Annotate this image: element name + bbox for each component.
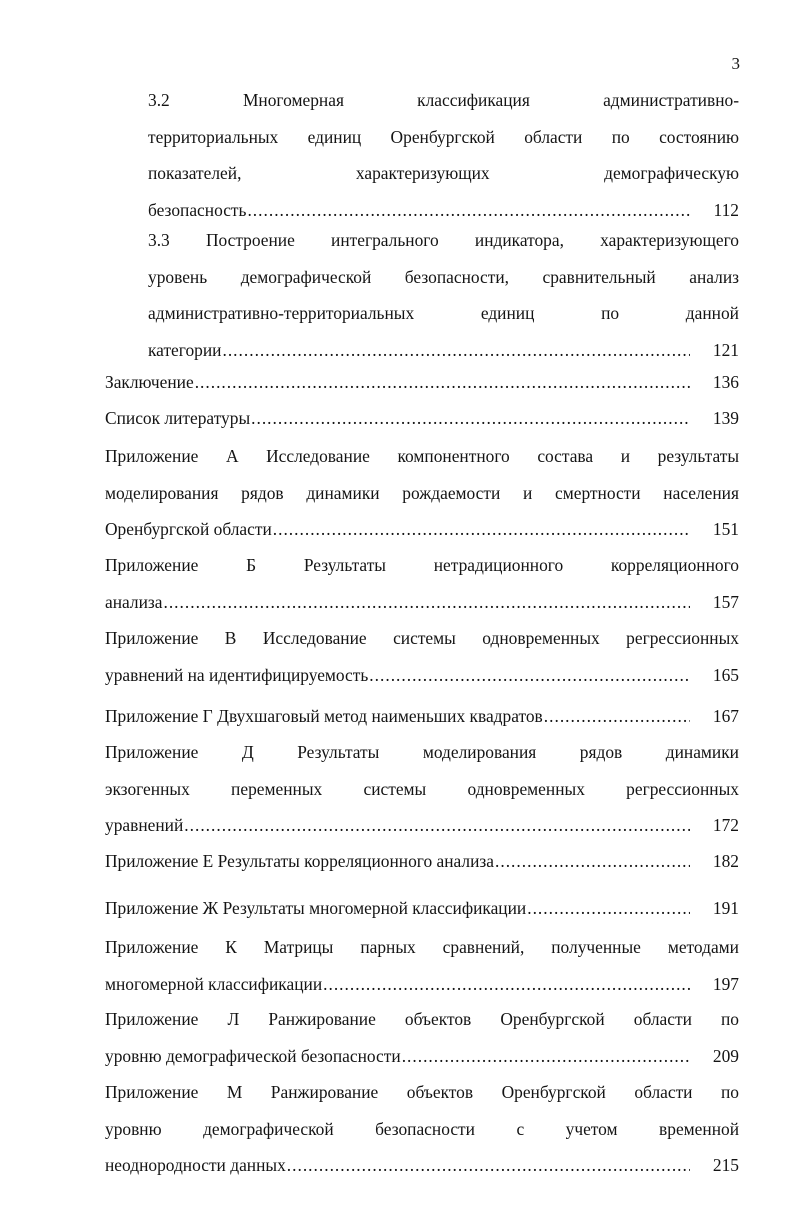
- toc-last-line: [105, 657, 739, 694]
- toc-last-line: [105, 400, 739, 437]
- toc-page-number: 167: [712, 706, 739, 726]
- toc-last-line: [105, 807, 739, 844]
- toc-last-line: [105, 1038, 739, 1075]
- toc-line: уровню демографической безопасности с учетом временной: [105, 1118, 739, 1139]
- toc-line: 3.3 Построение интегрального индикатора, характеризующего: [148, 230, 739, 250]
- toc-line: Приложение К Матрицы парных сравнений, полученные методами: [105, 937, 739, 957]
- leader-dots: [195, 364, 690, 401]
- toc-line: Приложение Б Результаты нетрадиционного корреляционного: [105, 555, 739, 575]
- toc-page-number: 139: [712, 408, 739, 428]
- toc-last-line: [148, 332, 739, 369]
- toc-page-number: 215: [712, 1155, 739, 1175]
- page-number: 3: [731, 54, 740, 73]
- toc-line: экзогенных переменных системы одновременных регрессионных: [105, 778, 739, 799]
- toc-last-line: [105, 511, 739, 548]
- toc-entry: [105, 438, 739, 548]
- toc-line: моделирования рядов динамики рождаемости и смертности населения: [105, 482, 739, 503]
- toc-line: Приложение Д Результаты моделирования рядов динамики: [105, 742, 739, 762]
- toc-line: административно-территориальных единиц по данной: [148, 303, 739, 323]
- leader-dots: [251, 400, 690, 437]
- toc-entry: [105, 890, 739, 927]
- toc-page-number: 197: [712, 973, 739, 994]
- toc-last-line: [105, 890, 739, 927]
- toc-page-number: 151: [712, 519, 739, 539]
- leader-dots: [287, 1147, 690, 1184]
- toc-page-number: 165: [712, 664, 739, 685]
- toc-page-number: 191: [712, 898, 739, 918]
- toc-line: уровень демографической безопасности, сравнительный анализ: [148, 266, 739, 287]
- toc-entry: [105, 1074, 739, 1184]
- toc-line: 3.2 Многомерная классификация административно-: [148, 90, 739, 110]
- leader-dots: [402, 1038, 690, 1075]
- toc-page-number: 157: [712, 591, 739, 612]
- toc-entry: [148, 82, 739, 228]
- toc-entry: [105, 843, 739, 880]
- toc-entry: [148, 222, 739, 368]
- toc-title: Приложение Г Двухшаговый метод наименьших квадратов: [105, 706, 543, 726]
- toc-title: анализа: [105, 591, 163, 612]
- toc-title: многомерной классификации: [105, 973, 323, 994]
- toc-entry: [105, 364, 739, 401]
- toc-entry: [105, 698, 739, 735]
- toc-page-number: 136: [712, 372, 739, 392]
- leader-dots: [222, 332, 690, 369]
- toc-page-number: 121: [712, 339, 739, 360]
- toc-page-number: 209: [712, 1045, 739, 1066]
- toc-line: Приложение В Исследование системы одновременных регрессионных: [105, 628, 739, 648]
- leader-dots: [369, 657, 690, 694]
- toc-entry: [105, 929, 739, 1002]
- toc-line: Приложение М Ранжирование объектов Оренбургской области по: [105, 1082, 739, 1102]
- toc-line: Приложение А Исследование компонентного состава и результаты: [105, 446, 739, 466]
- toc-entry: [105, 620, 739, 693]
- toc-last-line: [105, 1147, 739, 1184]
- toc-title: Оренбургской области: [105, 519, 272, 539]
- toc-entry: [105, 400, 739, 437]
- toc-title: Заключение: [105, 372, 194, 392]
- leader-dots: [544, 698, 690, 735]
- toc-entry: [105, 734, 739, 844]
- toc-title: уравнений: [105, 815, 184, 835]
- leader-dots: [273, 511, 690, 548]
- toc-page-number: 112: [713, 199, 739, 220]
- toc-last-line: [105, 698, 739, 735]
- toc-title: уравнений на идентифицируемость: [105, 664, 369, 685]
- toc-page-number: 172: [712, 815, 739, 835]
- leader-dots: [323, 966, 690, 1003]
- toc-title: Приложение Ж Результаты многомерной классификации: [105, 898, 527, 918]
- leader-dots: [163, 584, 690, 621]
- toc-entry: [105, 547, 739, 620]
- toc-title: Список литературы: [105, 408, 251, 428]
- leader-dots: [495, 843, 690, 880]
- toc-line: показателей, характеризующих демографическую: [148, 163, 739, 183]
- toc-title: уровню демографической безопасности: [105, 1045, 401, 1066]
- toc-line: Приложение Л Ранжирование объектов Оренбургской области по: [105, 1009, 739, 1029]
- toc-last-line: [105, 843, 739, 880]
- toc-title: категории: [148, 339, 222, 360]
- toc-page-number: 182: [712, 851, 739, 871]
- toc-title: Приложение Е Результаты корреляционного анализа: [105, 851, 495, 871]
- toc-entry: [105, 1001, 739, 1074]
- leader-dots: [184, 807, 690, 844]
- toc-line: территориальных единиц Оренбургской области по состоянию: [148, 126, 739, 147]
- leader-dots: [527, 890, 690, 927]
- toc-last-line: [105, 364, 739, 401]
- toc-title: безопасность: [148, 199, 247, 220]
- toc-last-line: [105, 966, 739, 1003]
- toc-last-line: [105, 584, 739, 621]
- toc-title: неоднородности данных: [105, 1155, 286, 1175]
